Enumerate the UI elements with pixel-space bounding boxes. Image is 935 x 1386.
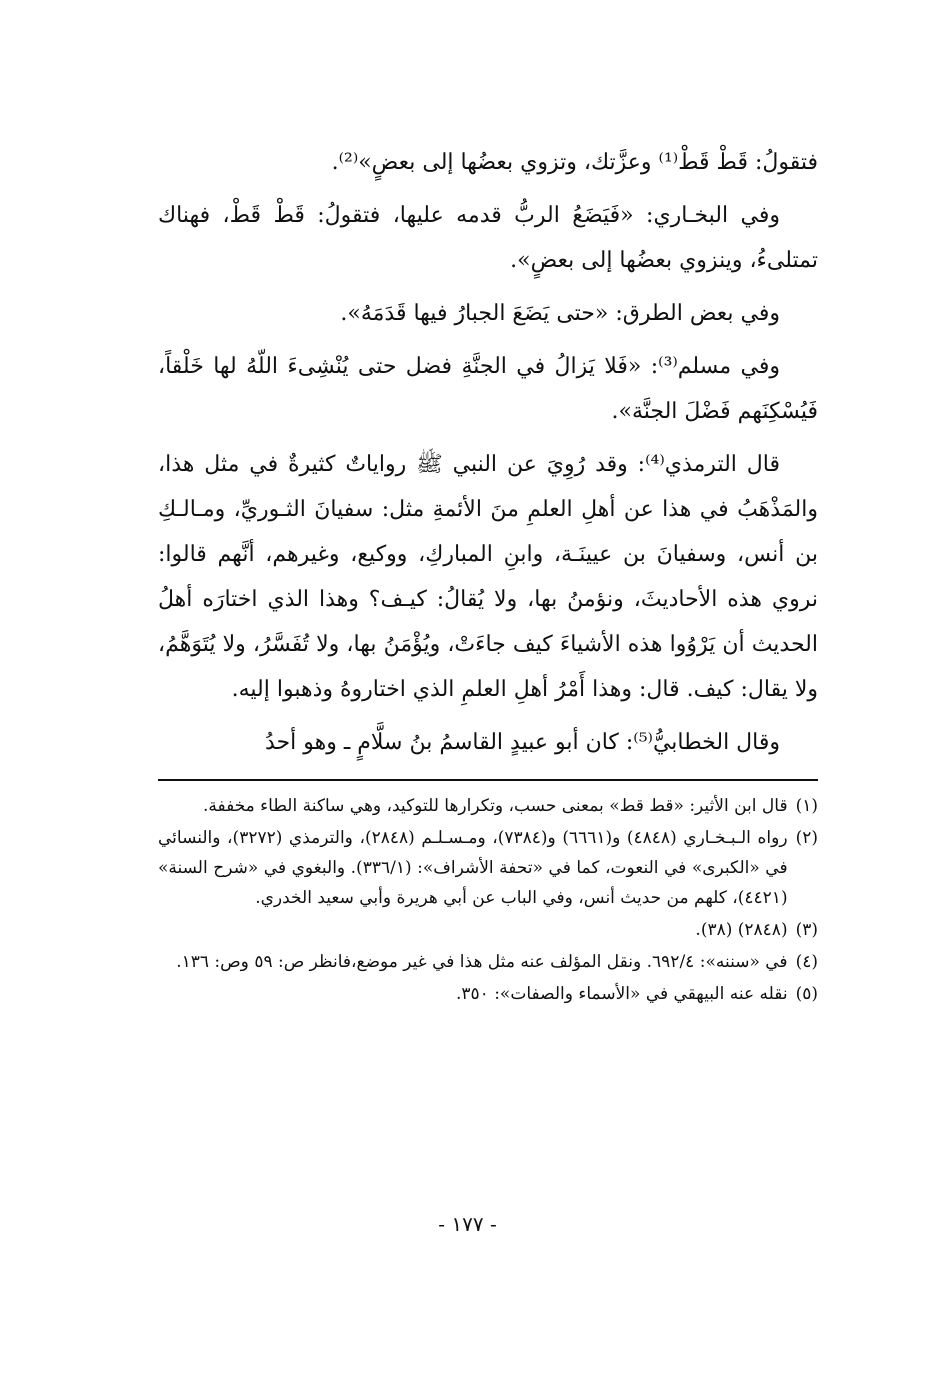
footnote-text: في «سننه»: ٦٩٢/٤. ونقل المؤلف عنه مثل هذا في غير موضع،فانظر ص: ٥٩ وص: ١٣٦. <box>176 952 788 972</box>
footnote-3 <box>158 915 818 945</box>
footnotes <box>158 791 818 1009</box>
footnote-text: قال ابن الأثير: «قط قط» بمعنى حسب، وتكرارها للتوكيد، وهي ساكنة الطاء مخففة. <box>202 796 788 816</box>
page-content <box>158 140 818 1011</box>
footnote-text: رواه الـبـخـاري (٤٨٤٨) و(٦٦٦١) و(٧٣٨٤)، ومـسـلـم (٢٨٤٨)، والترمذي (٣٢٧٢)، والنسائي في «الكبرى» في النعوت، كما في «تحفة الأشراف»: (٣٣٦/١). والبغوي في «شرح السنة» (٤٤٢١)، كلهم من حديث أنس، وفي الباب عن أبي هريرة وأبي سعيد الخدري. <box>158 828 788 908</box>
page-number: - ١٧٧ - <box>438 1212 497 1236</box>
footnote-2 <box>158 823 818 913</box>
footnote-number: (١) <box>795 796 818 816</box>
paragraph-1: فتقولُ: قَطْ قَطْ⁽¹⁾ وعزَّتك، وتزوي بعضُها إلى بعضٍ»⁽²⁾. <box>331 150 818 175</box>
footnote-4 <box>158 947 818 977</box>
footnote-text: (٢٨٤٨) (٣٨). <box>695 920 788 940</box>
footnote-number: (٥) <box>795 984 818 1004</box>
footnote-5 <box>158 979 818 1009</box>
footnote-number: (٢) <box>795 828 818 848</box>
footnote-separator <box>158 779 818 781</box>
main-text <box>158 140 818 765</box>
footnote-text: نقله عنه البيهقي في «الأسماء والصفات»: ٣٥٠. <box>455 984 788 1004</box>
paragraph-6: وقال الخطابيُّ⁽⁵⁾: كان أبو عبيدٍ القاسمُ بنُ سلَّامٍ ـ وهو أحدُ <box>265 730 780 755</box>
footnote-number: (٤) <box>795 952 818 972</box>
footnote-number: (٣) <box>795 920 818 940</box>
paragraph-3: وفي بعض الطرق: «حتى يَضَعَ الجبارُ فيها قَدَمَهُ». <box>340 301 780 326</box>
paragraph-2: وفي البخـاري: «فَيَضَعُ الربُّ قدمه عليها، فتقولُ: قَطْ قَطْ، فهناك تمتلىءُ، وينزوي بعضُها إلى بعضٍ». <box>158 203 818 273</box>
footnote-1 <box>158 791 818 821</box>
paragraph-5: قال الترمذي⁽⁴⁾: وقد رُوِيَ عن النبي ﷺ رواياتٌ كثيرةٌ في مثل هذا، والمَذْهَبُ في هذا عن أهلِ العلمِ منَ الأئمةِ مثل: سفيانَ الثـوريِّ، ومـالـكِ بن أنس، وسفيانَ بن عيينَـة، وابنِ المباركِ، ووكيع، وغيرهم، أنَّهم قالوا: نروي هذه الأحاديثَ، ونؤمنُ بها، ولا يُقالُ: كيـف؟ وهذا الذي اختارَه أهلُ الحديث أن يَرْوُوا هذه الأشياءَ كيف جاءَتْ، ويُؤْمَنُ بها، ولا تُفَسَّرُ، ولا يُتَوَهَّمُ، ولا يقال: كيف. قال: وهذا أَمْرُ أهلِ العلمِ الذي اختاروهُ وذهبوا إليه. <box>158 452 818 702</box>
paragraph-4: وفي مسلم⁽³⁾: «فَلا يَزالُ في الجنَّةِ فضل حتى يُنْشِىءَ اللّهُ لها خَلْقاً، فَيُسْكِنَهم فَضْلَ الجنَّة». <box>158 354 818 424</box>
